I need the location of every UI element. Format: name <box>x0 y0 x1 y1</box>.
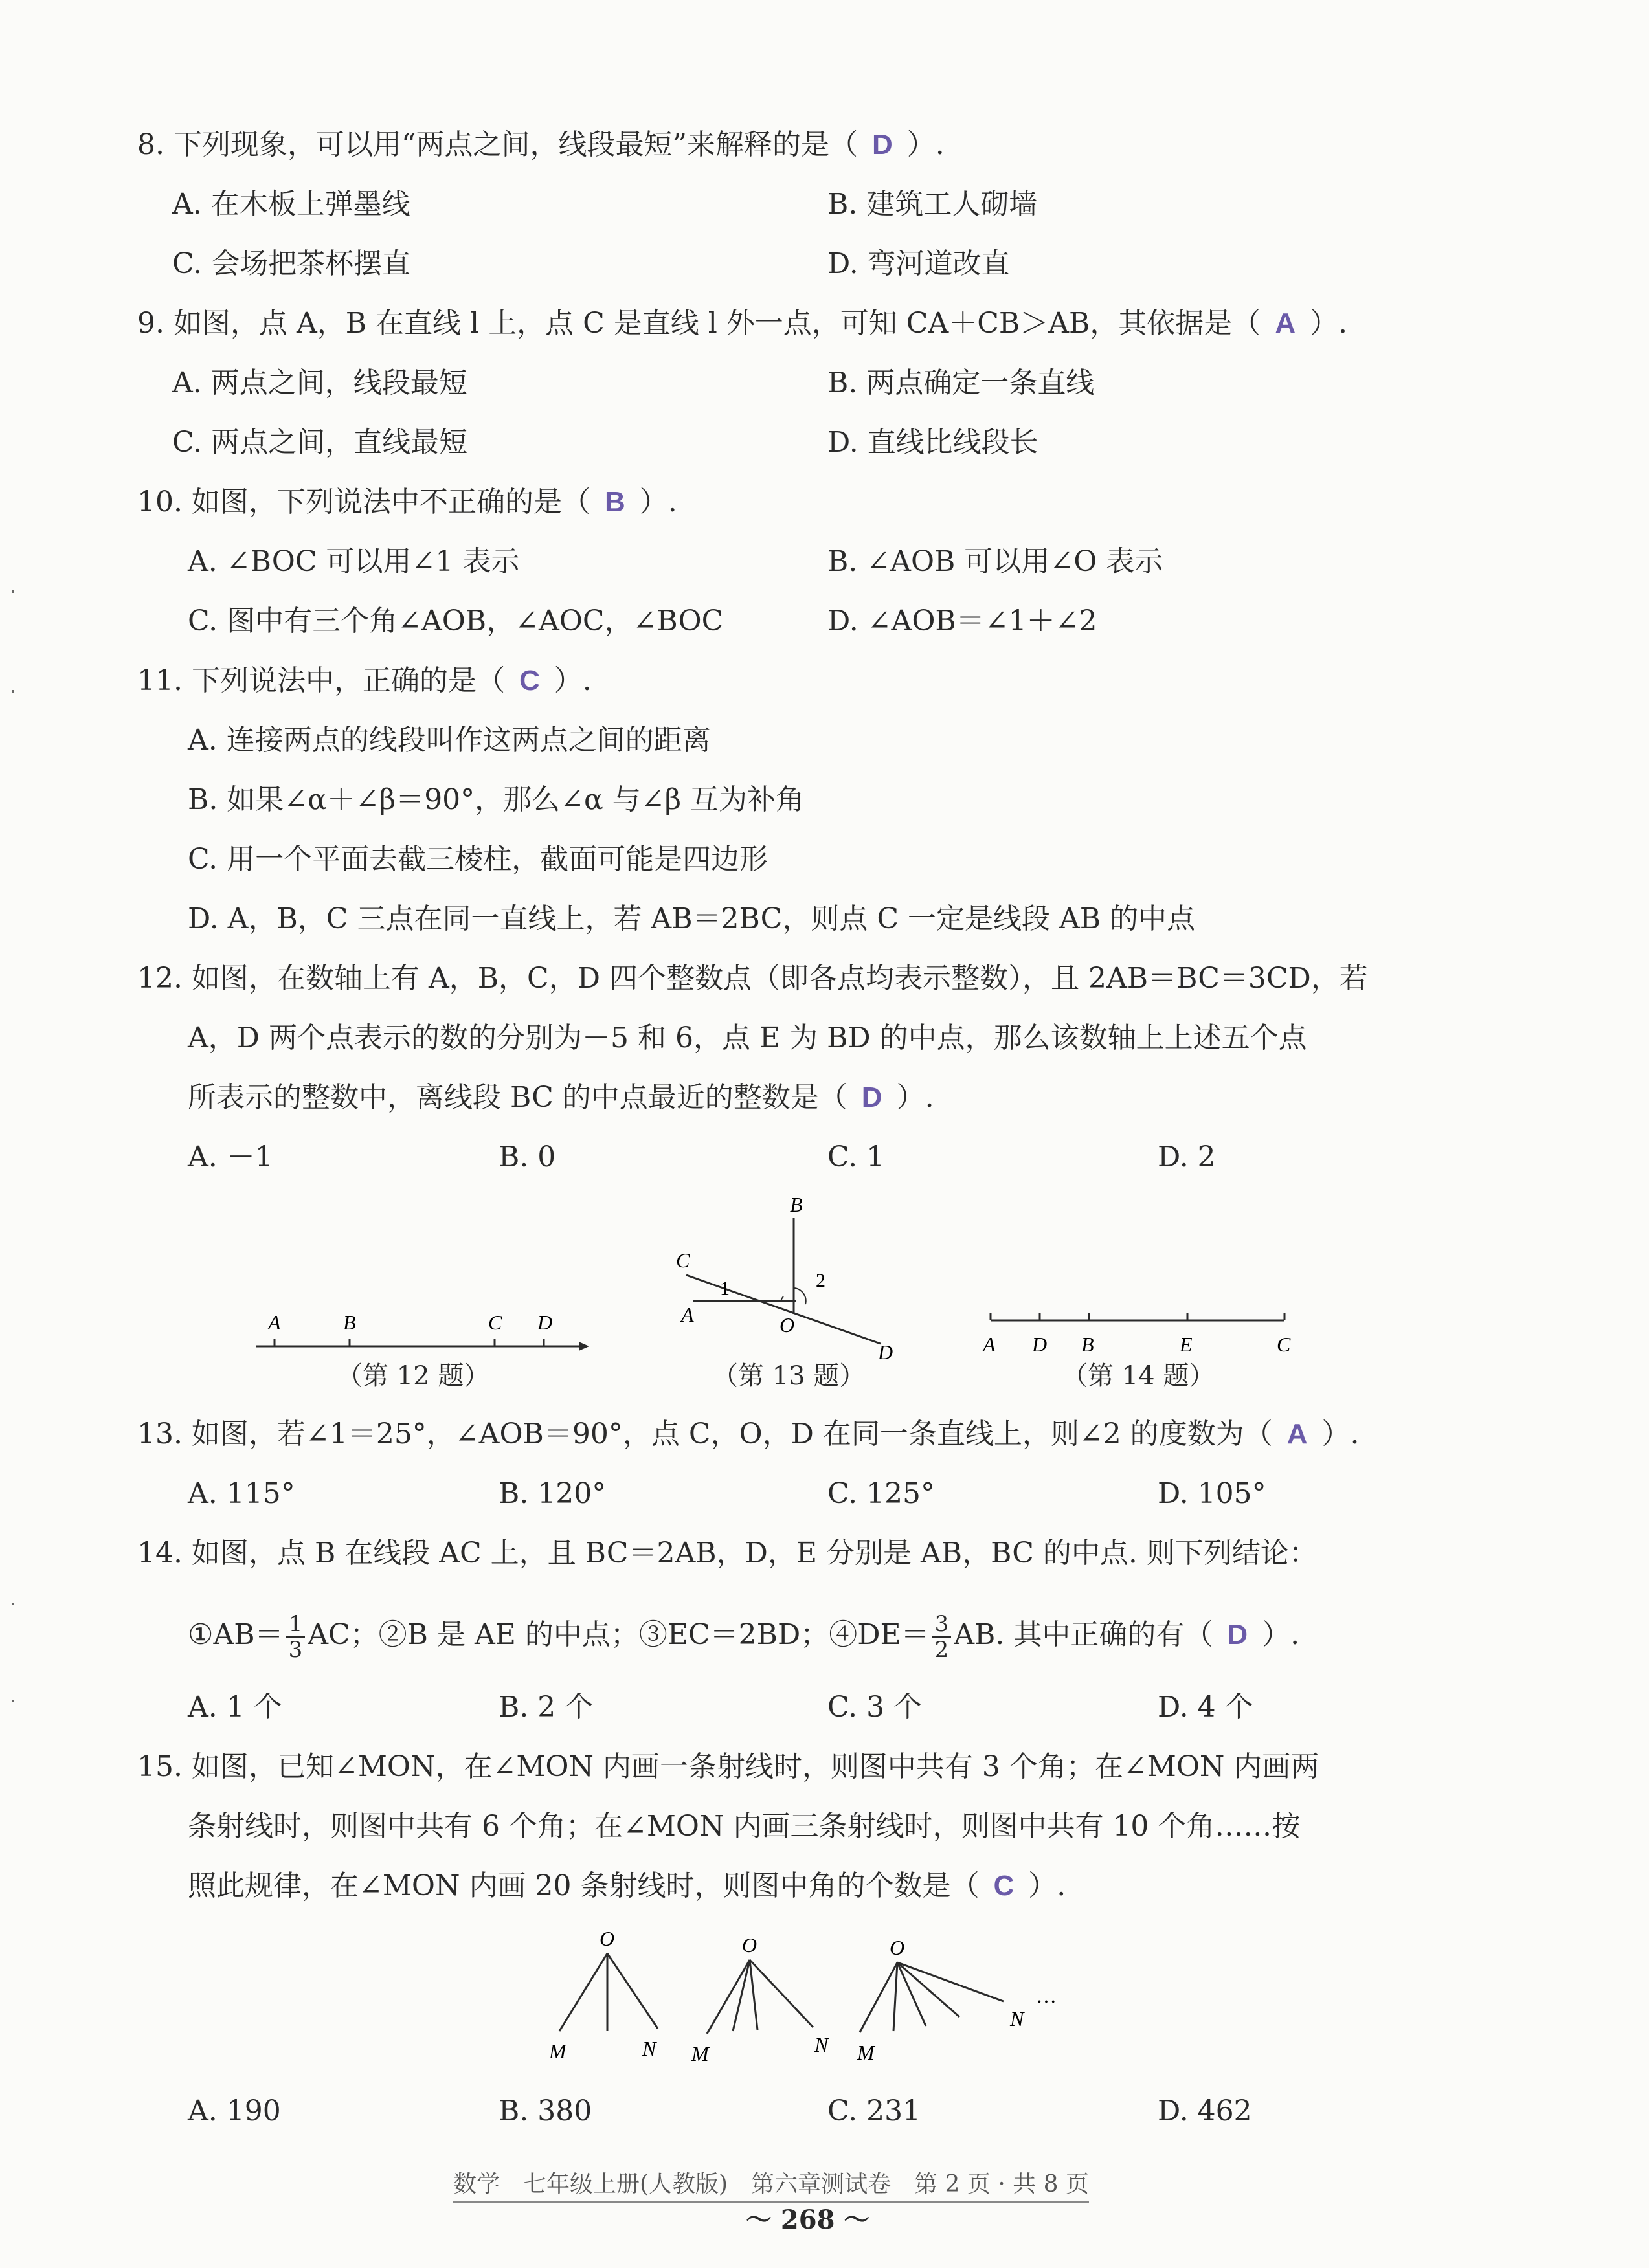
figure-13-caption: （第 13 题） <box>712 1361 866 1391</box>
label-n-1: N <box>642 2037 656 2060</box>
q11-option-c: C. 用一个平面去截三棱柱，截面可能是四边形 <box>188 843 768 876</box>
margin-mark <box>12 1700 14 1702</box>
q12-line3: 所表示的整数中，离线段 BC 的中点最近的整数是（ D ）. <box>188 1080 934 1116</box>
q9-answer: A <box>1275 307 1296 339</box>
margin-mark <box>12 590 14 593</box>
q13-stem: 13. 如图，若∠1＝25°，∠AOB＝90°，点 C，O，D 在同一条直线上，则∠2 的度数为（ A ）. <box>137 1416 1359 1452</box>
q8-option-b: B. 建筑工人砌墙 <box>827 188 1038 221</box>
margin-mark <box>12 690 14 693</box>
q13-option-d: D. 105° <box>1158 1477 1266 1510</box>
label-m-3: M <box>857 2041 875 2064</box>
q12-option-c: C. 1 <box>827 1140 885 1173</box>
label-2: 2 <box>816 1270 825 1291</box>
q12-line1: 12. 如图，在数轴上有 A，B，C，D 四个整数点（即各点均表示整数），且 2AB＝BC＝3CD，若 <box>137 962 1368 995</box>
q14-option-b: B. 2 个 <box>499 1691 594 1724</box>
label-b: B <box>343 1311 356 1334</box>
q9-option-b: B. 两点确定一条直线 <box>827 366 1095 399</box>
q12-option-b: B. 0 <box>499 1140 556 1173</box>
q12-option-a: A. －1 <box>188 1140 273 1173</box>
ellipsis: … <box>1036 1984 1057 2007</box>
page-number: ～ 268 ～ <box>746 2205 870 2235</box>
q8-option-a: A. 在木板上弹墨线 <box>172 188 410 221</box>
q13-answer: A <box>1286 1418 1308 1450</box>
label-m-2: M <box>691 2042 709 2065</box>
q9-option-c: C. 两点之间，直线最短 <box>172 426 468 459</box>
arrow-head-icon <box>579 1342 589 1351</box>
q8-option-c: C. 会场把茶杯摆直 <box>172 247 411 280</box>
q14-line1: 14. 如图，点 B 在线段 AC 上，且 BC＝2AB，D，E 分别是 AB，BC 的中点. 则下列结论： <box>137 1537 1318 1570</box>
q13-option-a: A. 115° <box>188 1477 295 1510</box>
label-1: 1 <box>720 1278 730 1299</box>
q9-option-d: D. 直线比线段长 <box>827 426 1038 459</box>
figure-12-caption: （第 12 题） <box>337 1361 490 1391</box>
q8-answer: D <box>871 129 893 161</box>
q14-line2: ①AB＝ $\frac{1}{3}$ AC；②B 是 AE 的中点；③EC＝2BD；④DE＝ $\frac{3}{2}$ AB. 其中正确的有（ D ）. <box>188 1609 1299 1662</box>
label-d: D <box>537 1311 553 1334</box>
label-e: E <box>1180 1333 1193 1356</box>
label-n-3: N <box>1010 2007 1024 2030</box>
label-d: D <box>1032 1333 1048 1356</box>
label-n-2: N <box>814 2033 829 2056</box>
margin-mark <box>12 1603 14 1605</box>
label-o-2: O <box>742 1933 757 1957</box>
q11-stem: 11. 下列说法中，正确的是（ C ）. <box>137 663 592 699</box>
q12-line2: A，D 两个点表示的数的分别为－5 和 6，点 E 为 BD 的中点，那么该数轴上上述五个点 <box>188 1021 1307 1054</box>
label-c: C <box>1277 1333 1291 1356</box>
q11-option-b: B. 如果∠α＋∠β＝90°，那么∠α 与∠β 互为补角 <box>188 783 805 816</box>
label-a: A <box>681 1303 694 1326</box>
q15-option-b: B. 380 <box>499 2095 592 2128</box>
q14-option-a: A. 1 个 <box>188 1691 282 1724</box>
q15-line1: 15. 如图，已知∠MON，在∠MON 内画一条射线时，则图中共有 3 个角；在∠MON 内画两 <box>137 1750 1319 1783</box>
q14-answer: D <box>1227 1619 1248 1651</box>
label-c: C <box>676 1249 690 1272</box>
label-b: B <box>1081 1333 1094 1356</box>
q15-line3: 照此规律，在∠MON 内画 20 条射线时，则图中角的个数是（ C ）. <box>188 1868 1066 1904</box>
label-o: O <box>780 1313 795 1337</box>
q15-option-d: D. 462 <box>1158 2095 1252 2128</box>
q8-stem: 8. 下列现象，可以用“两点之间，线段最短”来解释的是（ D ）. <box>137 127 945 163</box>
q10-option-a: A. ∠BOC 可以用∠1 表示 <box>188 545 520 578</box>
q10-stem: 10. 如图，下列说法中不正确的是（ B ）. <box>137 484 677 520</box>
footer-info: 数学 七年级上册(人教版) 第六章测试卷 第 2 页 · 共 8 页 <box>453 2166 1089 2203</box>
fraction-three-halves: $\frac{3}{2}$ <box>932 1612 952 1662</box>
q11-answer: C <box>519 665 540 696</box>
figure-13-angles <box>667 1191 926 1359</box>
fraction-one-third: $\frac{1}{3}$ <box>286 1612 306 1662</box>
figure-14-caption: （第 14 题） <box>1062 1361 1215 1391</box>
q9-option-a: A. 两点之间，线段最短 <box>172 366 467 399</box>
label-b: B <box>790 1193 803 1216</box>
label-c: C <box>488 1311 502 1334</box>
label-d: D <box>878 1340 893 1359</box>
q15-answer: C <box>993 1870 1015 1902</box>
q10-option-d: D. ∠AOB＝∠1＋∠2 <box>827 605 1097 638</box>
q13-option-c: C. 125° <box>827 1477 936 1510</box>
q15-option-a: A. 190 <box>188 2095 281 2128</box>
q9-stem: 9. 如图，点 A，B 在直线 l 上，点 C 是直线 l 外一点，可知 CA＋CB＞AB，其依据是（ A ）. <box>137 306 1347 342</box>
q11-option-a: A. 连接两点的线段叫作这两点之间的距离 <box>188 724 711 757</box>
q11-option-d: D. A，B，C 三点在同一直线上，若 AB＝2BC，则点 C 一定是线段 AB 的中点 <box>188 902 1196 935</box>
label-o-1: O <box>600 1927 615 1950</box>
q12-option-d: D. 2 <box>1158 1140 1216 1173</box>
q10-option-b: B. ∠AOB 可以用∠O 表示 <box>827 545 1163 578</box>
q14-option-c: C. 3 个 <box>827 1691 923 1724</box>
label-o-3: O <box>890 1936 905 1959</box>
label-a: A <box>983 1333 996 1356</box>
figure-15-rays <box>531 1922 1088 2071</box>
label-a: A <box>268 1311 281 1334</box>
q12-answer: D <box>861 1082 882 1113</box>
q13-option-b: B. 120° <box>499 1477 607 1510</box>
q14-option-d: D. 4 个 <box>1158 1691 1253 1724</box>
q10-answer: B <box>604 486 625 518</box>
label-m-1: M <box>549 2040 566 2063</box>
q15-line2: 条射线时，则图中共有 6 个角；在∠MON 内画三条射线时，则图中共有 10 个角……按 <box>188 1810 1301 1843</box>
q15-option-c: C. 231 <box>827 2095 921 2128</box>
q8-option-d: D. 弯河道改直 <box>827 247 1010 280</box>
q10-option-c: C. 图中有三个角∠AOB，∠AOC，∠BOC <box>188 605 724 638</box>
